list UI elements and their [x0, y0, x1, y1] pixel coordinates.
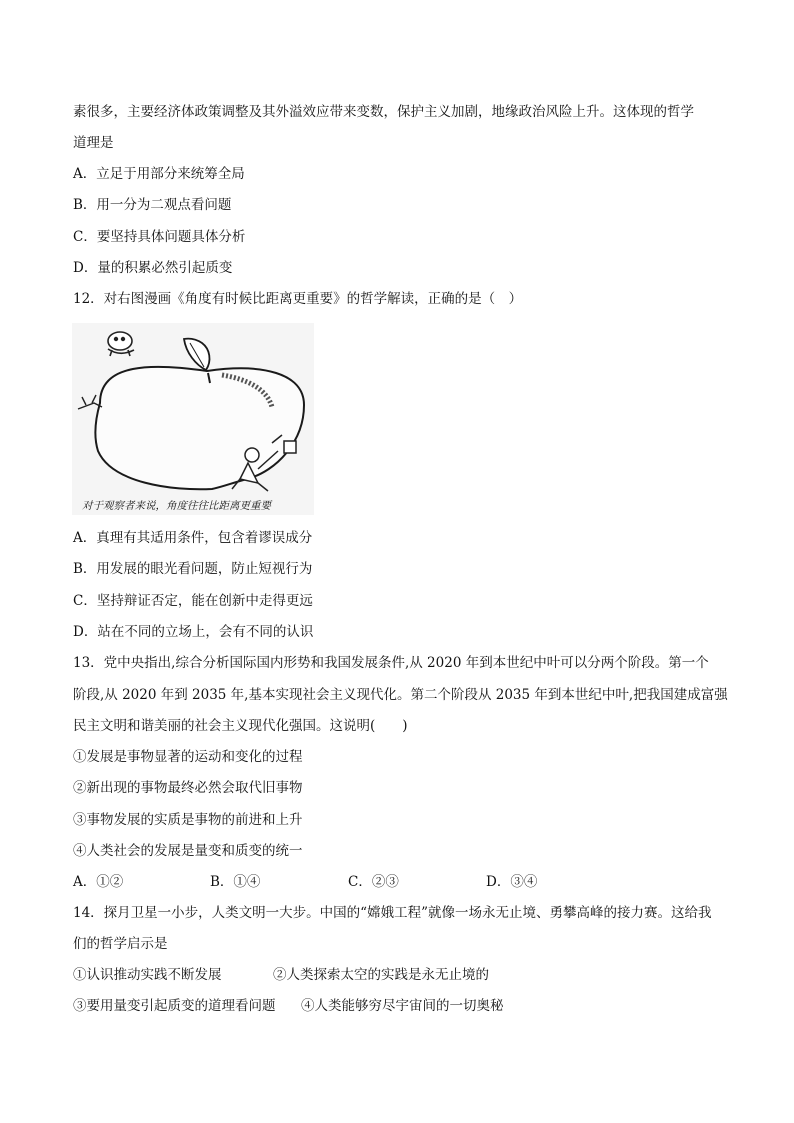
q11-option-a: A．立足于用部分来统筹全局: [73, 166, 245, 182]
q14-statements-row-1: [73, 965, 489, 985]
q13-choice-d: D．③④: [486, 874, 538, 890]
q14-statements-row-2: [73, 996, 504, 1016]
q13-statement-4: ④人类社会的发展是量变和质变的统一: [73, 843, 303, 859]
q13-statement-1: ①发展是事物显著的运动和变化的过程: [73, 749, 303, 765]
cartoon-image: [72, 323, 314, 515]
q13-stem-line-3: 民主文明和谐美丽的社会主义现代化强国。这说明( ): [73, 718, 408, 734]
q13-choice-b: B．①④: [210, 874, 261, 890]
q13-choice-a: A．①②: [73, 874, 124, 890]
q11-stem-line-1: 素很多，主要经济体政策调整及其外溢效应带来变数，保护主义加剧，地缘政治风险上升。这体现的哲学: [73, 104, 694, 120]
q12-option-a: A．真理有其适用条件，包含着谬误成分: [73, 530, 313, 546]
q14-stem-line-2: 们的哲学启示是: [73, 936, 168, 952]
q13-stem-line-1: 13．党中央指出,综合分析国际国内形势和我国发展条件,从 2020 年到本世纪中叶可以分两个阶段。第一个: [73, 655, 709, 671]
q11-option-c: C．要坚持具体问题具体分析: [73, 229, 246, 245]
q14-statement-1: ①认识推动实践不断发展: [73, 967, 222, 983]
cartoon-caption: 对于观察者来说，角度往往比距离更重要: [82, 500, 271, 512]
small-figure-icon: [108, 332, 134, 356]
q13-statement-3: ③事物发展的实质是事物的前进和上升: [73, 812, 303, 828]
q12-stem: 12．对右图漫画《角度有时候比距离更重要》的哲学解读，正确的是（ ）: [73, 291, 523, 307]
q11-option-d: D．量的积累必然引起质变: [73, 260, 233, 276]
q11-option-b: B．用一分为二观点看问题: [73, 197, 232, 213]
q11-stem-line-2: 道理是: [73, 135, 114, 151]
q13-choice-c: C．②③: [348, 874, 399, 890]
q14-statement-3: ③要用量变引起质变的道理看问题: [73, 998, 276, 1014]
q14-stem-line-1: 14．探月卫星一小步，人类文明一大步。中国的“嫦娥工程”就像一场永无止境、勇攀高峰的接力赛。这给我: [73, 905, 712, 921]
q13-statement-2: ②新出现的事物最终必然会取代旧事物: [73, 780, 303, 796]
q14-statement-4: ④人类能够穷尽宇宙间的一切奥秘: [301, 998, 504, 1014]
q12-option-b: B．用发展的眼光看问题，防止短视行为: [73, 561, 313, 577]
q13-choices: [73, 872, 537, 892]
apple-drawing: [95, 339, 304, 490]
q12-option-c: C．坚持辩证否定，能在创新中走得更远: [73, 593, 313, 609]
q12-option-d: D．站在不同的立场上，会有不同的认识: [73, 624, 314, 640]
q13-stem-line-2: 阶段,从 2020 年到 2035 年,基本实现社会主义现代化。第二个阶段从 2035 年到本世纪中叶,把我国建成富强: [73, 687, 728, 703]
cartoon-drawing: [72, 323, 314, 515]
q14-statement-2: ②人类探索太空的实践是永无止境的: [273, 967, 489, 983]
